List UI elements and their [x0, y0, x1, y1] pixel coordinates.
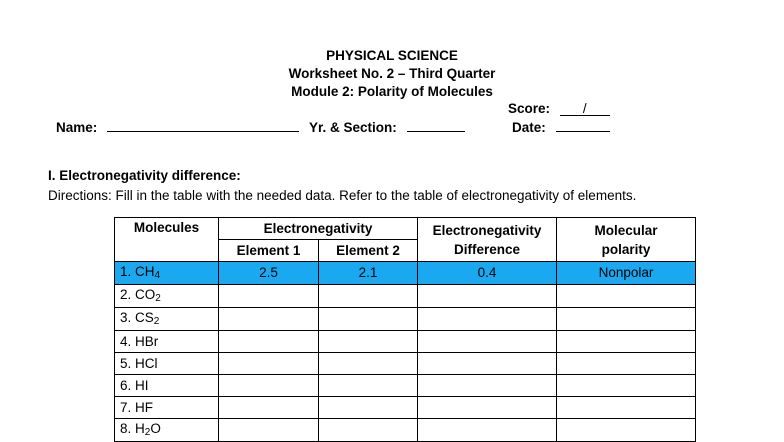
e2-cell[interactable]: [319, 419, 418, 442]
e2-cell[interactable]: 2.1: [319, 262, 418, 285]
table-row: [115, 419, 696, 442]
table-row: [115, 308, 696, 331]
molecule-formula: 5. HCl: [120, 355, 158, 371]
col-molecules: Molecules: [115, 218, 219, 262]
diff-cell[interactable]: [418, 331, 557, 353]
score-field: [508, 101, 610, 116]
col-difference-line1: Electronegativity: [432, 222, 542, 238]
e1-cell[interactable]: [219, 308, 319, 331]
e1-cell[interactable]: [219, 285, 319, 308]
polarity-cell[interactable]: [557, 285, 696, 308]
molecule-formula: 3. CS: [120, 310, 154, 325]
score-blank[interactable]: [560, 103, 610, 116]
e2-cell[interactable]: [319, 375, 418, 397]
e1-cell[interactable]: [219, 397, 319, 419]
section-field: [309, 119, 465, 135]
polarity-cell[interactable]: [557, 397, 696, 419]
polarity-cell[interactable]: [557, 331, 696, 353]
molecule-subscript: 2: [155, 293, 161, 304]
e2-cell[interactable]: [319, 285, 418, 308]
table-row: [115, 353, 696, 375]
section-blank[interactable]: [407, 119, 465, 132]
date-label: Date:: [512, 120, 546, 135]
col-polarity: [557, 218, 696, 262]
table-row: [115, 397, 696, 419]
diff-cell[interactable]: [418, 375, 557, 397]
col-electronegativity: Electronegativity: [219, 218, 418, 240]
diff-cell[interactable]: [418, 419, 557, 442]
e1-cell[interactable]: [219, 375, 319, 397]
molecule-subscript: 2: [144, 427, 151, 438]
score-separator: /: [582, 101, 587, 116]
diff-cell[interactable]: 0.4: [418, 262, 557, 285]
molecule-subscript: 4: [154, 270, 161, 281]
electronegativity-table: [114, 217, 696, 442]
table-row: [115, 285, 696, 308]
molecule-subscript: 2: [153, 316, 160, 327]
molecule-cell: [115, 353, 219, 375]
polarity-cell[interactable]: [557, 308, 696, 331]
molecule-formula: 1. CH: [120, 264, 155, 279]
worksheet-title: PHYSICAL SCIENCE: [326, 48, 458, 63]
molecule-cell: [115, 375, 219, 397]
col-polarity-line1: Molecular: [594, 222, 658, 238]
table-header-row: [115, 218, 696, 240]
col-difference: [418, 218, 557, 262]
molecule-formula-tail: O: [150, 421, 161, 436]
molecule-formula: 4. HBr: [120, 333, 159, 349]
table-row: [115, 375, 696, 397]
col-difference-line2: Difference: [453, 241, 521, 257]
polarity-cell[interactable]: Nonpolar: [557, 262, 696, 285]
e1-cell[interactable]: [219, 353, 319, 375]
molecule-cell: [115, 262, 219, 285]
date-field: [512, 119, 610, 135]
worksheet-number: Worksheet No. 2 – Third Quarter: [288, 66, 496, 81]
diff-cell[interactable]: [418, 397, 557, 419]
e2-cell[interactable]: [319, 308, 418, 331]
e2-cell[interactable]: [319, 397, 418, 419]
molecule-formula: 6. HI: [120, 377, 149, 393]
molecule-cell: [115, 308, 219, 331]
molecule-cell: [115, 397, 219, 419]
col-polarity-line2: polarity: [601, 241, 651, 257]
name-blank[interactable]: [107, 119, 299, 132]
name-label: Name:: [56, 120, 98, 135]
name-field: [56, 119, 299, 135]
molecule-formula: 2. CO: [120, 287, 156, 302]
molecule-cell: [115, 285, 219, 308]
e2-cell[interactable]: [319, 331, 418, 353]
polarity-cell[interactable]: [557, 353, 696, 375]
molecule-cell: [115, 331, 219, 353]
diff-cell[interactable]: [418, 308, 557, 331]
table-row: [115, 331, 696, 353]
date-blank[interactable]: [556, 119, 610, 132]
directions-text: Directions: Fill in the table with the needed data. Refer to the table of electronegativity of elements.: [48, 188, 637, 203]
e1-cell[interactable]: [219, 419, 319, 442]
polarity-cell[interactable]: [557, 419, 696, 442]
module-title: Module 2: Polarity of Molecules: [291, 84, 493, 99]
col-element2: Element 2: [319, 240, 418, 262]
e1-cell[interactable]: 2.5: [219, 262, 319, 285]
e1-cell[interactable]: [219, 331, 319, 353]
molecule-formula: 7. HF: [120, 399, 154, 415]
score-label: Score:: [508, 101, 551, 116]
polarity-cell[interactable]: [557, 375, 696, 397]
table-row: [115, 262, 696, 285]
diff-cell[interactable]: [418, 353, 557, 375]
molecule-cell: [115, 419, 219, 442]
col-element1: Element 1: [219, 240, 319, 262]
section-heading: I. Electronegativity difference:: [48, 168, 241, 183]
section-label: Yr. & Section:: [309, 120, 397, 135]
e2-cell[interactable]: [319, 353, 418, 375]
diff-cell[interactable]: [418, 285, 557, 308]
molecule-formula: 8. H: [120, 421, 145, 436]
